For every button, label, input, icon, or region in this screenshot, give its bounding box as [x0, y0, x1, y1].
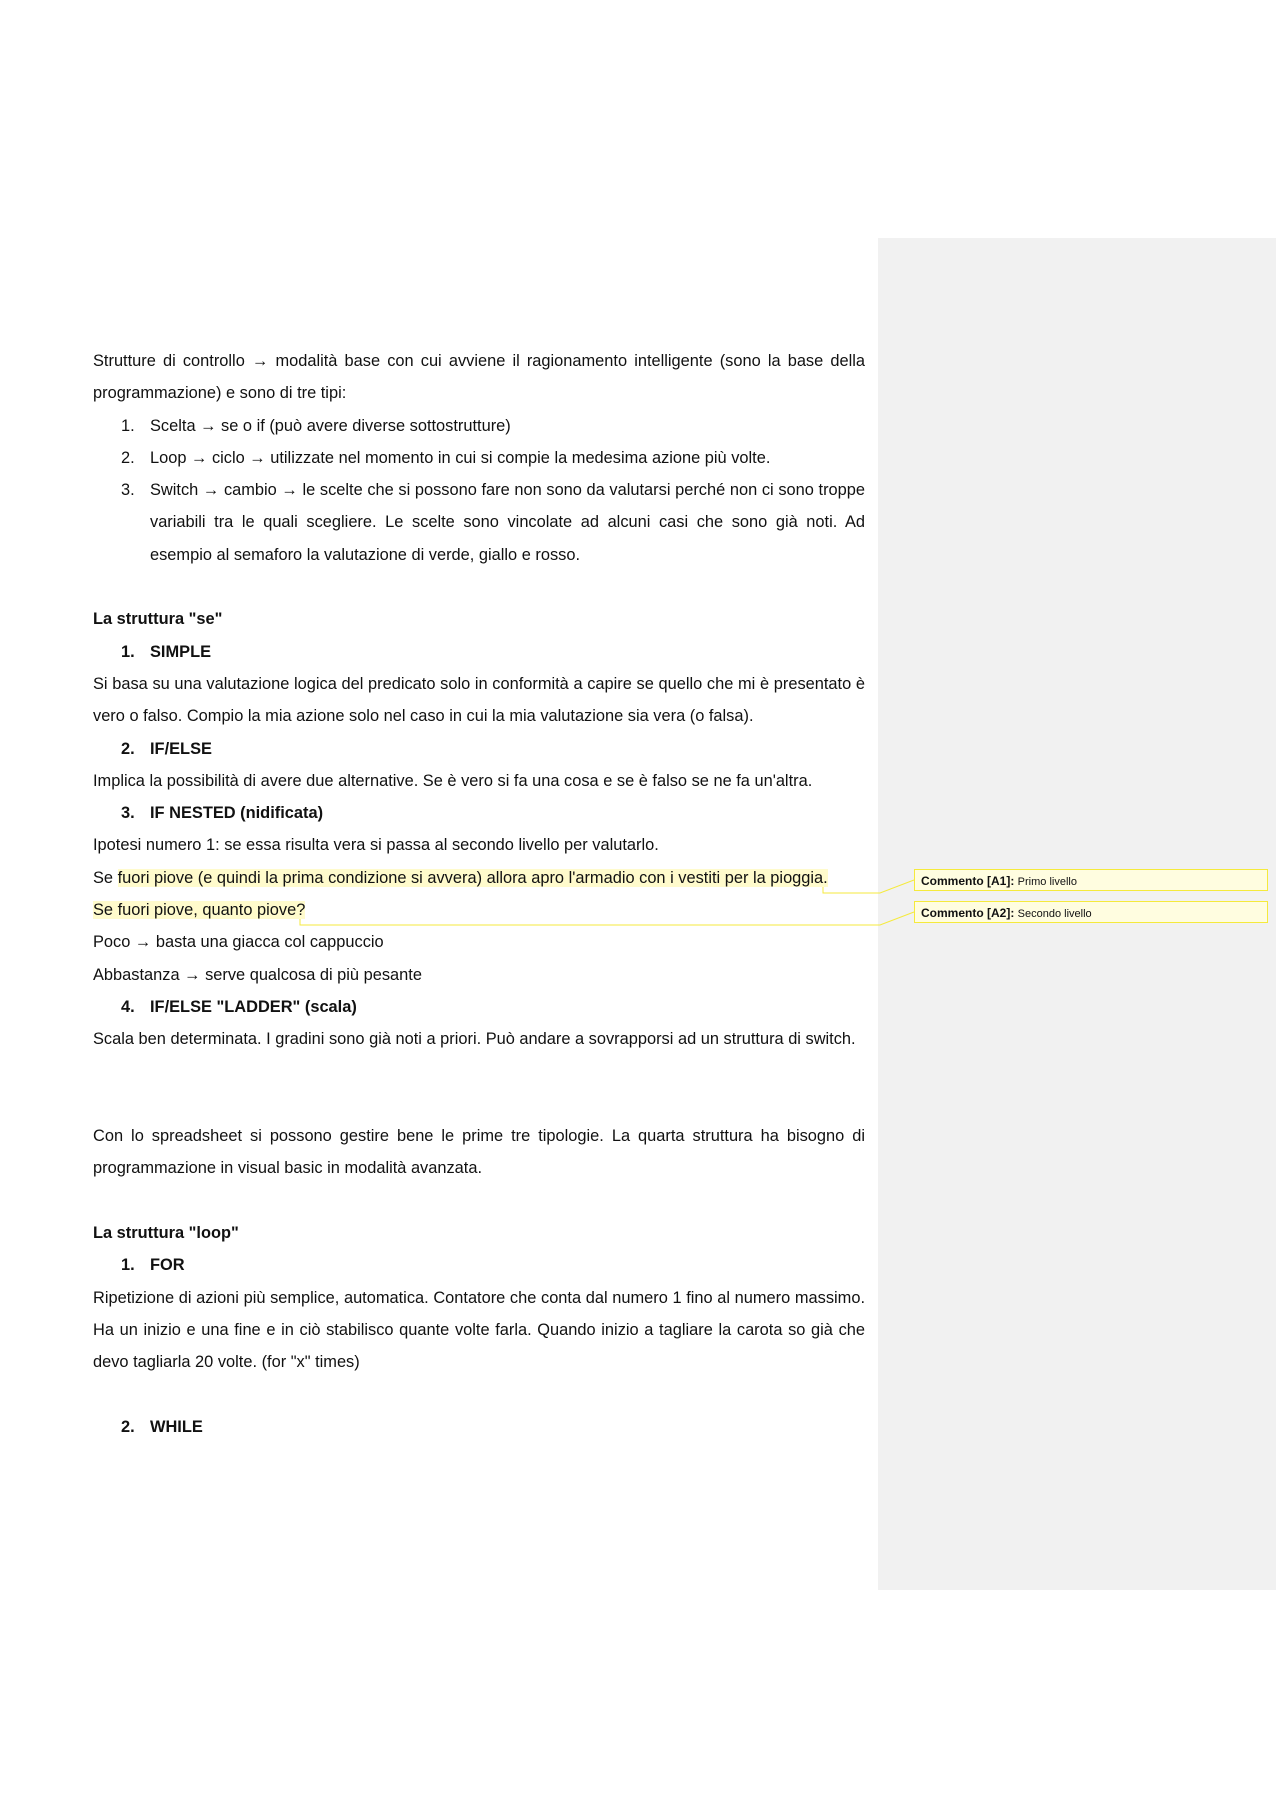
- list-item: [93, 410, 865, 442]
- comment-tag: Commento [A2]:: [921, 906, 1015, 920]
- abbastanza-line: Abbastanza → serve qualcosa di più pesante: [93, 965, 422, 984]
- for-heading: [93, 1249, 865, 1281]
- nested-example-line: [93, 862, 865, 894]
- list-title: IF/ELSE: [150, 739, 212, 758]
- list-number: 4.: [121, 997, 135, 1016]
- ifelse-text: Implica la possibilità di avere due alternative. Se è vero si fa una cosa e se è falso se ne fa un'altra.: [93, 771, 813, 790]
- list-text: Scelta → se o if (può avere diverse sottostrutture): [150, 416, 511, 435]
- ladder-heading: [93, 991, 865, 1023]
- for-text: Ripetizione di azioni più semplice, automatica. Contatore che conta dal numero 1 fino al numero massimo. Ha un inizio e una fine e in ciò stabilisco quante volte farla. Quando inizio a tagliare la carota so già che devo tagliarla 20 volte. (for "x" times): [93, 1288, 865, 1372]
- comment-balloon-a1[interactable]: [914, 869, 1268, 891]
- list-title: SIMPLE: [150, 642, 212, 661]
- list-number: 2.: [121, 1417, 135, 1436]
- nested-heading: [93, 797, 865, 829]
- list-item: [93, 474, 865, 571]
- poco-line: Poco → basta una giacca col cappuccio: [93, 933, 384, 952]
- list-title: FOR: [150, 1256, 185, 1275]
- list-title: IF/ELSE "LADDER" (scala): [150, 997, 357, 1016]
- list-number: 2.: [121, 739, 135, 758]
- intro-paragraph: Strutture di controllo → modalità base con cui avviene il ragionamento intelligente (sono la base della programmazione) e sono di tre tipi:: [93, 352, 865, 403]
- list-number: 3.: [121, 804, 135, 823]
- spreadsheet-paragraph: Con lo spreadsheet si possono gestire bene le prime tre tipologie. La quarta struttura ha bisogno di programmazione in visual basic in modalità avanzata.: [93, 1127, 865, 1178]
- ladder-text: Scala ben determinata. I gradini sono già noti a priori. Può andare a sovrapporsi ad un struttura di switch.: [93, 1030, 856, 1049]
- comment-tag: Commento [A1]:: [921, 874, 1015, 888]
- comment-text: Secondo livello: [1017, 908, 1092, 920]
- list-title: IF NESTED (nidificata): [150, 804, 324, 823]
- simple-text: Si basa su una valutazione logica del predicato solo in conformità a capire se quello che mi è presentato è vero o falso. Compio la mia azione solo nel caso in cui la mia valutazione sia vera (o falsa).: [93, 674, 865, 726]
- list-number: 1.: [121, 416, 135, 435]
- commented-text-a2[interactable]: Se fuori piove, quanto piove?: [93, 901, 306, 920]
- list-title: WHILE: [150, 1417, 203, 1436]
- list-text: Loop → ciclo → utilizzate nel momento in cui si compie la medesima azione più volte.: [150, 448, 771, 467]
- list-number: 1.: [121, 642, 135, 661]
- nested-text: Ipotesi numero 1: se essa risulta vera si passa al secondo livello per valutarlo.: [93, 836, 659, 855]
- list-item: [93, 442, 865, 474]
- simple-heading: [93, 636, 865, 668]
- commented-text-a1[interactable]: fuori piove (e quindi la prima condizione si avvera) allora apro l'armadio con i vestiti per la pioggia.: [117, 868, 828, 887]
- list-number: 2.: [121, 448, 135, 467]
- document-body: [93, 345, 865, 1443]
- ifelse-heading: [93, 733, 865, 765]
- loop-heading: La struttura "loop": [93, 1224, 239, 1243]
- nested-example-line-2: [93, 894, 865, 926]
- comment-balloon-a2[interactable]: [914, 901, 1268, 923]
- list-text: Switch → cambio → le scelte che si possono fare non sono da valutarsi perché non ci sono troppe variabili tra le quali scegliere. Le scelte sono vincolate ad alcuni casi che sono già noti. Ad esempio al semaforo la valutazione di verde, giallo e rosso.: [150, 481, 865, 564]
- list-number: 3.: [121, 481, 135, 500]
- while-heading: [93, 1411, 865, 1443]
- se-heading: La struttura "se": [93, 610, 223, 629]
- nested-se-prefix: Se: [93, 868, 118, 887]
- comment-text: Primo livello: [1017, 876, 1077, 888]
- list-number: 1.: [121, 1256, 135, 1275]
